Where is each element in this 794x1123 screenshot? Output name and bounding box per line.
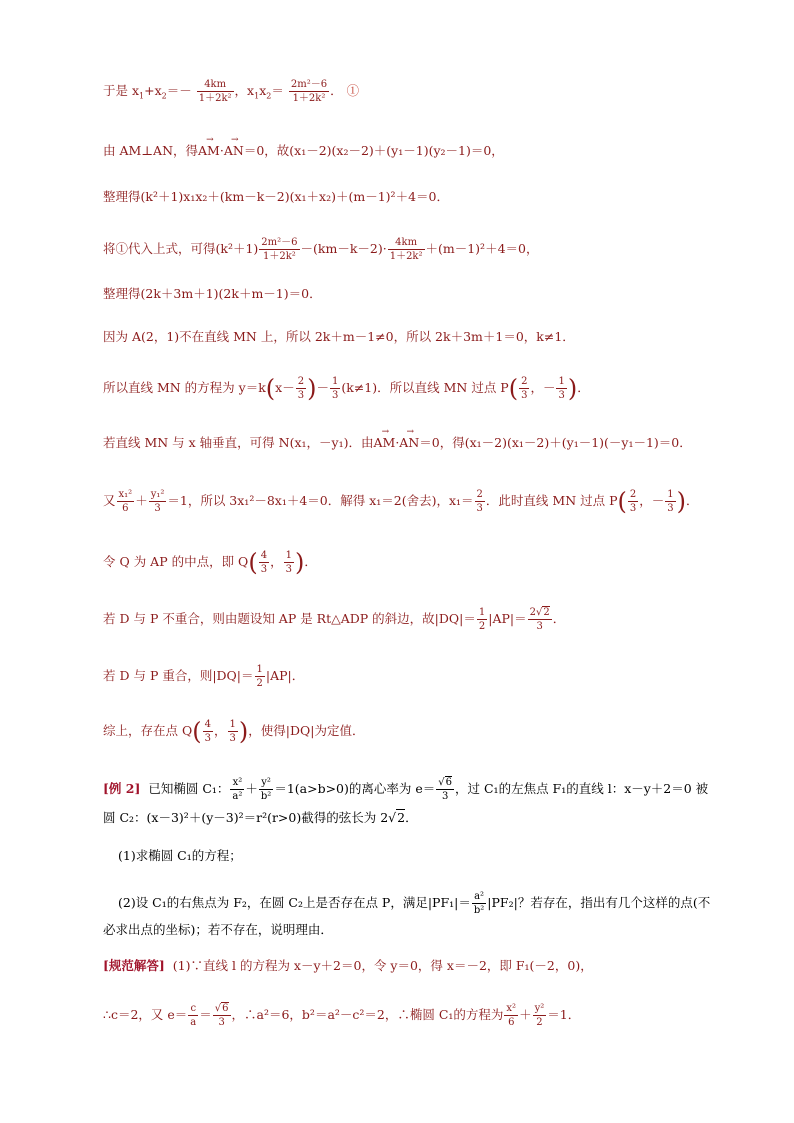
fraction: $\frac{1}{3}$ xyxy=(285,550,292,575)
line-19: [规范解答] (1)∵直线 l 的方程为 x－y＋2＝0，令 y＝0，得 x＝－2，即 F₁(－2，0)， xyxy=(103,958,593,973)
line-4: 将①代入上式，可得(k²＋1) $\frac{\text{2m²－6}}{\text{1＋2k²}}$ －(km－k－2)· $\frac{4km}{\text{1＋2k²}}$ ＋(m－1)²＋4＝0， xyxy=(103,237,539,262)
fraction: $\frac{2}{3}$ xyxy=(521,376,528,401)
fraction: $\frac{4km}{\text{1＋2k²}}$ xyxy=(389,237,423,262)
line-18: 必求出点的坐标)；若不存在，说明理由． xyxy=(103,922,333,937)
fraction: $\frac{√6}{3}$ xyxy=(214,1003,229,1028)
line-2: 由 AM⊥AN，得→ AM·→ AN＝0，故(x₁－2)(x₂－2)＋(y₁－1)(y₂－1)＝0， xyxy=(103,141,504,161)
fraction: $\frac{\text{x₁²}}{6}$ xyxy=(118,489,133,514)
fraction: $\frac{1}{2}$ xyxy=(256,664,263,689)
fraction: $\frac{√6}{3}$ xyxy=(438,777,453,802)
fraction: $\frac{1}{3}$ xyxy=(667,489,674,514)
line-3: 整理得(k²＋1)x₁x₂＋(km－k－2)(x₁＋x₂)＋(m－1)²＋4＝0． xyxy=(103,189,449,204)
line-8: 若直线 MN 与 x 轴垂直，可得 N(x₁，－y₁)．由→ AM·→ AN＝0，得(x₁－2)(x₁－2)＋(y₁－1)(－y₁－1)＝0． xyxy=(103,433,692,453)
line-7: 所以直线 MN 的方程为 y＝k(x－ $\frac{2}{3}$ )－ $\frac{1}{3}$ (k≠1)．所以直线 MN 过点 P( $\frac{2}{3}$ ，－ $\frac{1}{3}$ )． xyxy=(103,374,590,403)
fraction: $\frac{\text{2m²－6}}{\text{1＋2k²}}$ xyxy=(261,237,298,262)
fraction: $\frac{\text{y₁²}}{3}$ xyxy=(150,489,165,514)
fraction: $\frac{2}{3}$ xyxy=(297,376,305,401)
line-17: (2)设 C₁的右焦点为 F₂，在圆 C₂上是否存在点 P，满足|PF₁|＝ $\frac{\text{a²}}{\text{b²}}$ |PF₂|？若存在，指出有几个这样的点(不 xyxy=(118,891,711,916)
line-6: 因为 A(2，1)不在直线 MN 上，所以 2k＋m－1≠0，所以 2k＋3m＋1＝0，k≠1． xyxy=(103,329,575,344)
line-15: 圆 C₂：(x－3)²＋(y－3)²＝r²(r>0)截得的弦长为 2√2． xyxy=(103,810,418,825)
line-13: 综上，存在点 Q( $\frac{4}{3}$ ， $\frac{1}{3}$ )，使得|DQ|为定值． xyxy=(103,717,365,746)
fraction: $\frac{1}{2}$ xyxy=(478,607,486,632)
line-5: 整理得(2k＋3m＋1)(2k＋m－1)＝0． xyxy=(103,286,322,301)
line-9: 又 $\frac{\text{x₁²}}{6}$ ＋ $\frac{\text{y₁²}}{3}$ ＝1，所以 3x₁²－8x₁＋4＝0．解得 x₁＝2(舍去)，x₁＝ $\frac{2}{3}$ ．此时直线 MN 过点 P( $\frac{2}{3}$ ，－ $\frac{1}{3}$ )． xyxy=(103,487,699,516)
fraction: $\frac{1}{3}$ xyxy=(229,719,236,744)
fraction: $\frac{2√2}{3}$ xyxy=(529,607,550,632)
fraction: $\frac{\text{x²}}{\text{a²}}$ xyxy=(232,777,243,802)
fraction: $\frac{\text{y²}}{2}$ xyxy=(534,1003,545,1028)
line-11: 若 D 与 P 不重合，则由题设知 AP 是 Rt△ADP 的斜边，故|DQ|＝ $\frac{1}{2}$ |AP|＝ $\frac{2√2}{3}$ ． xyxy=(103,607,566,632)
line-16: (1)求椭圆 C₁的方程； xyxy=(118,848,242,863)
fraction: $\frac{2}{3}$ xyxy=(629,489,637,514)
line-12: 若 D 与 P 重合，则|DQ|＝ $\frac{1}{2}$ |AP|． xyxy=(103,664,305,689)
fraction: $\frac{c}{a}$ xyxy=(190,1003,197,1028)
fraction: $\frac{\text{2m²－6}}{\text{1＋2k²}}$ xyxy=(290,79,328,104)
fraction: $\frac{\text{a²}}{\text{b²}}$ xyxy=(473,891,485,916)
fraction: $\frac{\text{x²}}{6}$ xyxy=(506,1003,517,1028)
example-tag: [例 2] xyxy=(103,781,141,796)
fraction: $\frac{4}{3}$ xyxy=(204,719,211,744)
fraction: $\frac{4km}{\text{1＋2k²}}$ xyxy=(198,79,232,104)
fraction: $\frac{\text{y²}}{\text{b²}}$ xyxy=(260,777,272,802)
fraction: $\frac{1}{3}$ xyxy=(332,376,339,401)
solution-tag: [规范解答] xyxy=(103,958,165,973)
line-20: ∴c＝2，又 e＝ $\frac{c}{a}$ ＝ $\frac{√6}{3}$ ，∴a²＝6，b²＝a²－c²＝2，∴椭圆 C₁的方程为 $\frac{\text{x²}}{6}$ ＋ $\frac{\text{y²}}{2}$ ＝1． xyxy=(103,1003,581,1028)
fraction: $\frac{4}{3}$ xyxy=(260,550,268,575)
fraction: $\frac{1}{3}$ xyxy=(558,376,565,401)
line-14-example-2: [例 2] 已知椭圆 C₁： $\frac{\text{x²}}{\text{a²}}$ ＋ $\frac{\text{y²}}{\text{b²}}$ ＝1(a>b>0)的离心率为 e＝ $\frac{√6}{3}$ ，过 C₁的左焦点 F₁的直线 l：x－y＋2＝0 被 xyxy=(103,777,709,802)
line-1: 于是 $x_1+x_2=-$ $\frac{4km}{\text{1＋2k²}}$ ，$x_1x_2=$ $\frac{\text{2m²－6}}{\text{1＋2k²}}$ ． ① xyxy=(103,79,360,104)
circled-one-marker: ① xyxy=(346,83,360,98)
fraction: $\frac{2}{3}$ xyxy=(476,489,483,514)
line-10: 令 Q 为 AP 的中点，即 Q( $\frac{4}{3}$ ， $\frac{1}{3}$ )． xyxy=(103,548,317,577)
